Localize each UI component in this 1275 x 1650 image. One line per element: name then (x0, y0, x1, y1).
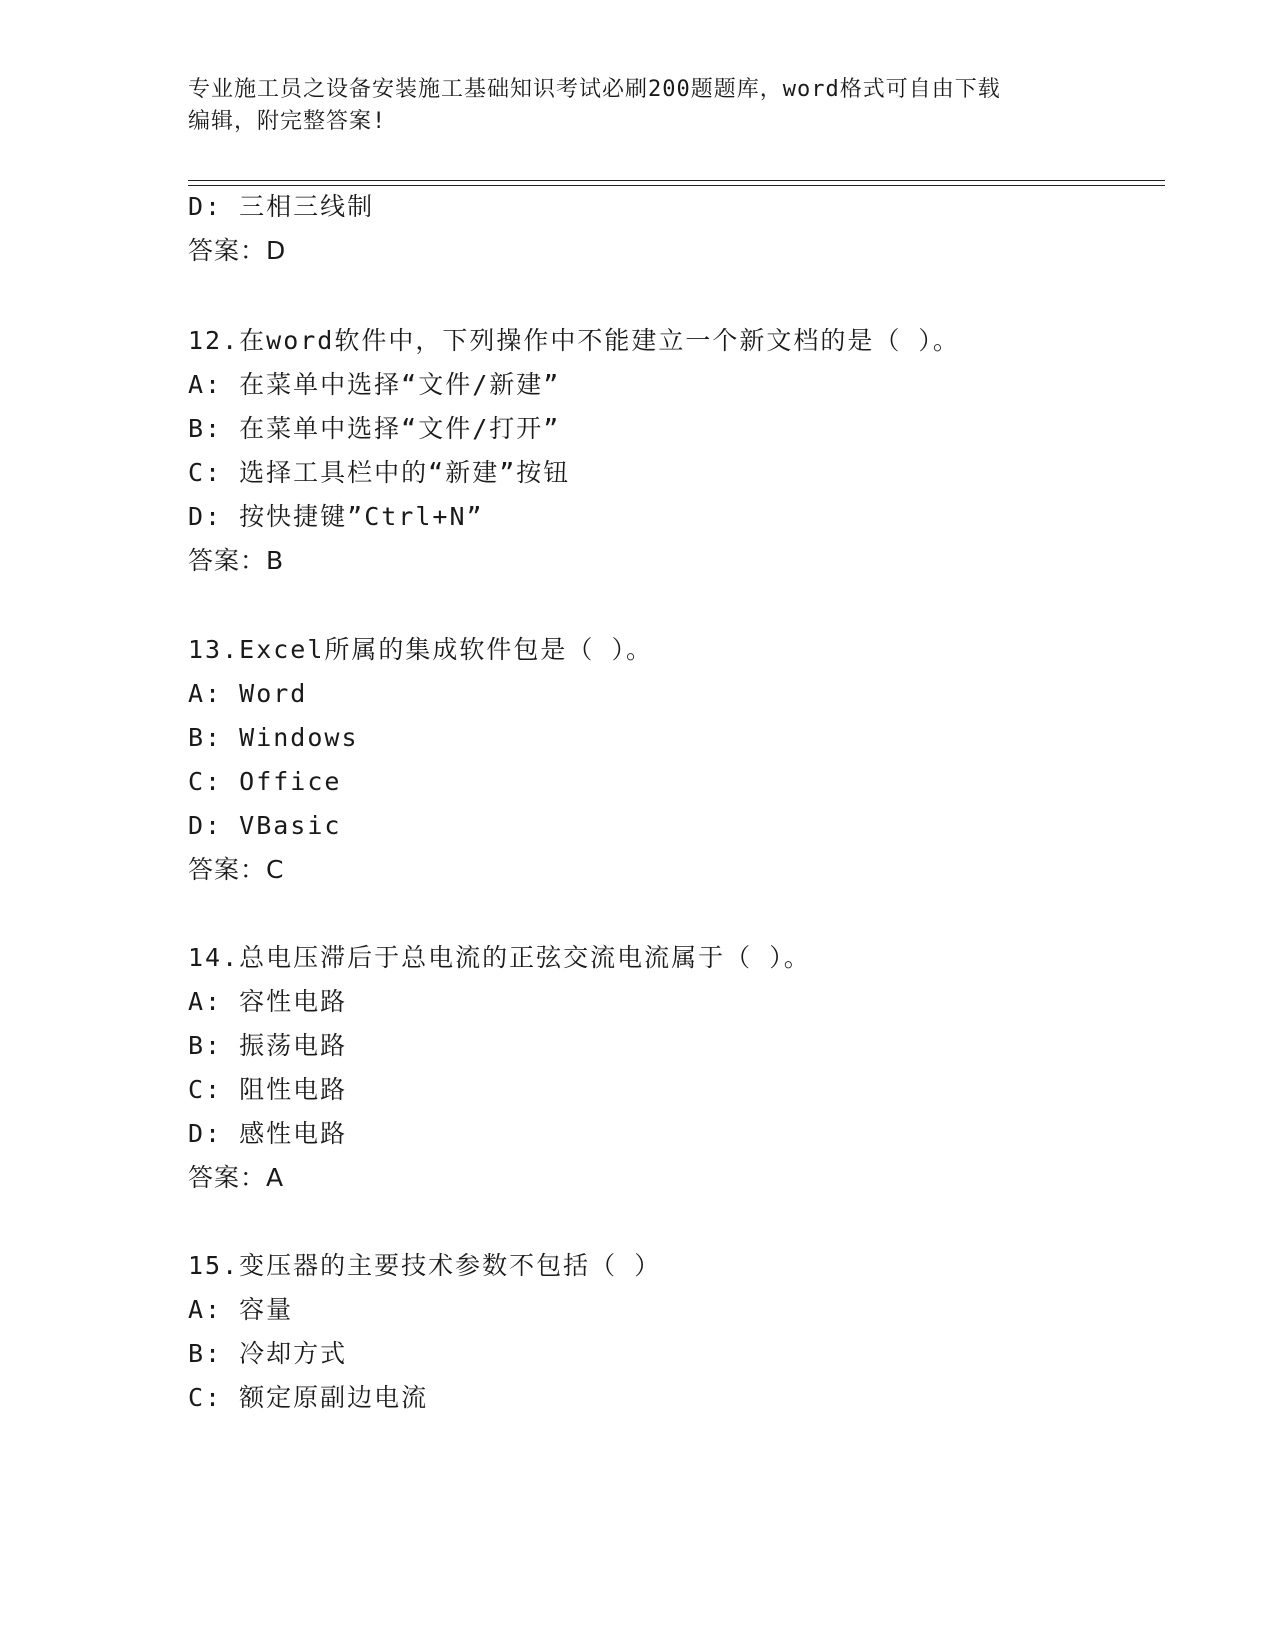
option-a: A: 容性电路 (188, 987, 348, 1016)
answer: 答案：A (188, 1163, 285, 1192)
question-stem: 12.在word软件中，下列操作中不能建立一个新文档的是（ ）。 (188, 326, 960, 355)
option-c: C: 阻性电路 (188, 1075, 348, 1104)
header-line-1: 专业施工员之设备安装施工基础知识考试必刷200题题库，word格式可自由下载 (188, 77, 1001, 102)
option-b: B: Windows (188, 723, 359, 752)
answer: 答案：C (188, 855, 285, 884)
prev-option-d: D: 三相三线制 (188, 192, 375, 221)
option-b: B: 振荡电路 (188, 1031, 348, 1060)
question-stem: 14.总电压滞后于总电流的正弦交流电流属于（ ）。 (188, 943, 811, 972)
question-stem: 13.Excel所属的集成软件包是（ ）。 (188, 635, 653, 664)
option-c: C: 选择工具栏中的“新建”按钮 (188, 458, 571, 487)
option-d: D: 按快捷键”Ctrl+N” (188, 502, 484, 531)
option-a: A: Word (188, 679, 308, 708)
header-divider-bottom (188, 185, 1165, 186)
option-c: C: Office (188, 767, 342, 796)
header-line-2: 编辑，附完整答案! (188, 109, 387, 134)
answer: 答案：B (188, 546, 285, 575)
document-header (188, 74, 1088, 138)
option-a: A: 在菜单中选择“文件/新建” (188, 370, 561, 399)
option-c: C: 额定原副边电流 (188, 1383, 429, 1412)
option-d: D: 感性电路 (188, 1119, 348, 1148)
prev-answer: 答案：D (188, 236, 287, 265)
header-divider-top (188, 180, 1165, 181)
option-a: A: 容量 (188, 1295, 294, 1324)
option-d: D: VBasic (188, 811, 342, 840)
question-stem: 15.变压器的主要技术参数不包括（ ） (188, 1251, 662, 1280)
option-b: B: 冷却方式 (188, 1339, 348, 1368)
option-b: B: 在菜单中选择“文件/打开” (188, 414, 561, 443)
